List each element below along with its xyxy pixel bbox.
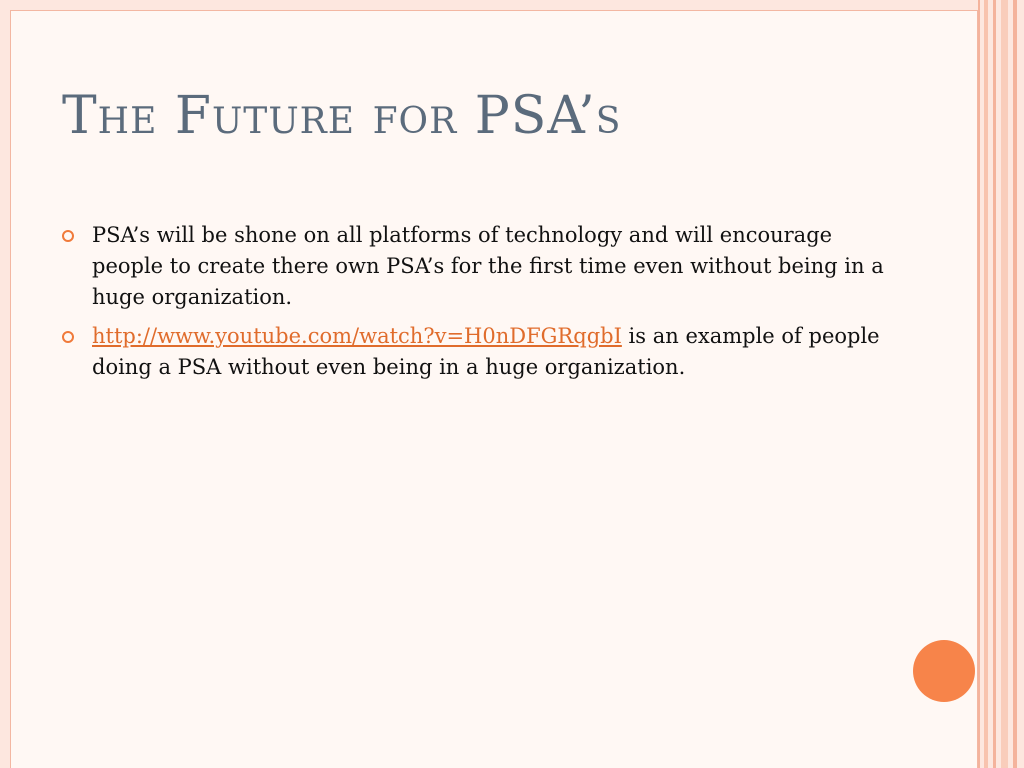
bullet-circle-icon — [62, 230, 74, 242]
bullet-list — [62, 220, 902, 391]
decorative-stripe — [984, 0, 988, 768]
decorative-stripe — [978, 0, 980, 768]
decorative-stripe — [993, 0, 996, 768]
slide-title: The Future for PSA’s — [62, 86, 622, 146]
bullet-item — [62, 321, 902, 383]
bullet-circle-icon — [62, 331, 74, 343]
decorative-stripe — [1013, 0, 1017, 768]
bullet-item — [62, 220, 902, 313]
decorative-stripe — [1001, 0, 1008, 768]
bullet-text: PSA’s will be shone on all platforms of technology and will encourage people to create there own PSA’s for the first time even without being in a huge organization. — [92, 223, 884, 309]
youtube-link[interactable]: http://www.youtube.com/watch?v=H0nDFGRqgbI — [92, 324, 622, 348]
orange-circle-decoration-icon — [913, 640, 975, 702]
bullet-text: is an example of people doing a PSA without even being in a huge organization. — [92, 324, 880, 379]
